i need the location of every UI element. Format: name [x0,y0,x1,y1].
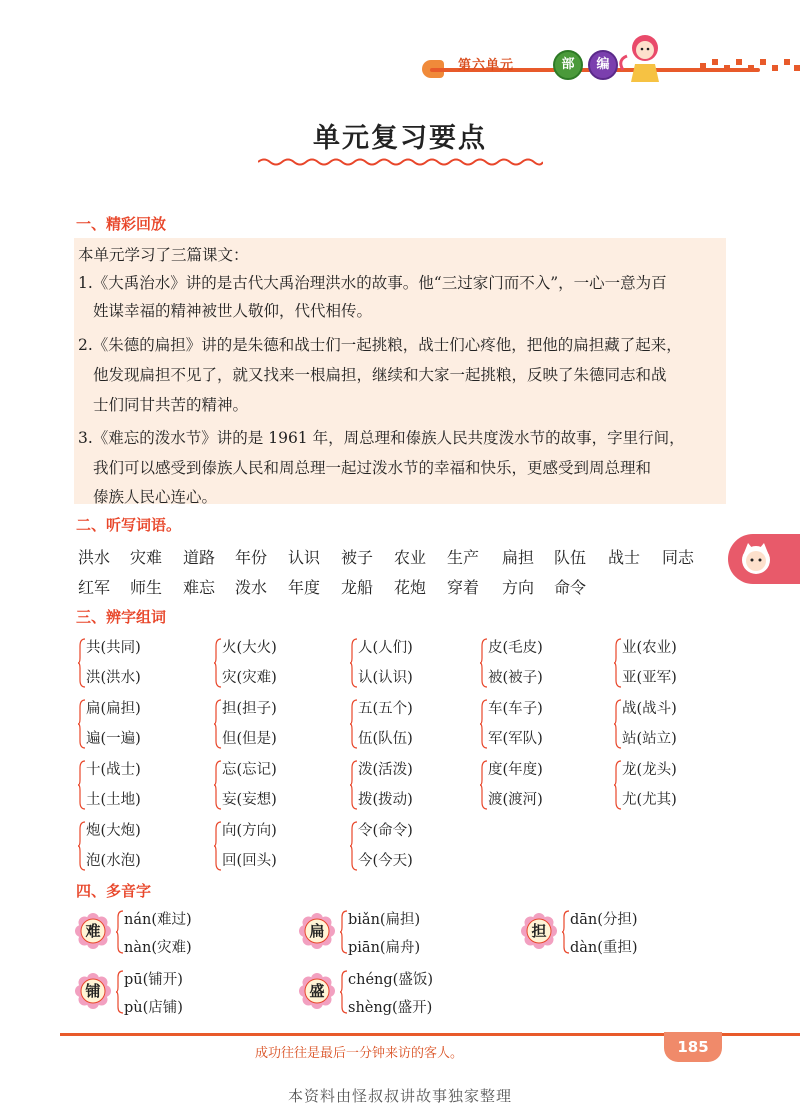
pair-word-top: 业(农业) [622,640,677,656]
pair-word-bottom: 泡(水泡) [86,853,141,869]
pair-word-bottom: 灾(灾难) [222,670,277,686]
pair-word-top: 火(大火) [222,640,277,656]
brace-icon [614,638,622,688]
pair-word-top: 扁(扁担) [86,701,141,717]
pair-word-top: 向(方向) [222,823,277,839]
brace-icon [340,910,348,954]
pair-word-top: 五(五个) [358,701,413,717]
pinyin-reading: pū(铺开) [124,972,183,988]
title-ornament [258,157,543,167]
checker-pattern [700,55,800,75]
pair-word-top: 皮(毛皮) [488,640,543,656]
section-heading-dictation: 二、听写词语。 [76,516,182,534]
dictation-word: 师生 [130,578,163,597]
pinyin-reading: chéng(盛饭) [348,972,433,988]
pair-word-top: 忘(忘记) [222,762,277,778]
dictation-word: 道路 [183,548,216,567]
polyphone-char: 担 [531,922,547,940]
dictation-word: 被子 [341,548,374,567]
brace-icon [214,821,222,871]
pair-word-bottom: 妄(妄想) [222,792,277,808]
review-line: 3.《难忘的泼水节》讲的是 1961 年，周总理和傣族人民共度泼水节的故事，字里行间， [78,429,685,447]
badge-bu: 部 [553,50,583,80]
dictation-word: 生产 [447,548,480,567]
review-line: 傣族人民心连心。 [93,488,218,506]
dictation-word: 年度 [288,578,321,597]
dictation-word: 花炮 [394,578,427,597]
pair-word-bottom: 被(被子) [488,670,543,686]
badge-bian: 编 [588,50,618,80]
dictation-word: 农业 [394,548,427,567]
dictation-word: 龙船 [341,578,374,597]
pair-word-bottom: 遍(一遍) [86,731,141,747]
page-number: 185 [664,1032,722,1062]
pair-word-top: 共(共同) [86,640,141,656]
dictation-word: 灾难 [130,548,163,567]
credit-line: 本资料由怪叔叔讲故事独家整理 [287,1087,512,1105]
polyphone-char: 铺 [85,982,101,1000]
brace-icon [562,910,570,954]
pinyin-reading: piān(扁舟) [348,940,421,956]
pinyin-reading: dàn(重担) [570,940,638,956]
pair-word-bottom: 但(但是) [222,731,277,747]
pair-word-top: 人(人们) [358,640,413,656]
pair-word-bottom: 渡(渡河) [488,792,543,808]
brace-icon [480,638,488,688]
pair-word-top: 战(战斗) [622,701,677,717]
pair-word-top: 龙(龙头) [622,762,677,778]
pair-word-bottom: 尤(尤其) [622,792,677,808]
pair-word-bottom: 伍(队伍) [358,731,413,747]
pinyin-reading: nàn(灾难) [124,940,192,956]
unit-label: 第六单元 [458,58,515,73]
brace-icon [614,699,622,749]
review-line: 2.《朱德的扁担》讲的是朱德和战士们一起挑粮，战士们心疼他，把他的扁担藏了起来， [78,336,682,354]
pair-word-top: 度(年度) [488,762,543,778]
review-line: 本单元学习了三篇课文： [78,246,249,264]
brace-icon [78,638,86,688]
polyphone-char: 扁 [309,922,325,940]
review-line: 姓谋幸福的精神被世人敬仰，代代相传。 [93,302,373,320]
cartoon-girl-icon [615,30,675,85]
dictation-word: 难忘 [183,578,216,597]
flower-badge [74,972,112,1010]
pair-word-bottom: 站(站立) [622,731,677,747]
brace-icon [78,821,86,871]
review-line: 我们可以感受到傣族人民和周总理一起过泼水节的幸福和快乐，更感受到周总理和 [93,459,652,477]
dictation-word: 泼水 [235,578,268,597]
pinyin-reading: pù(店铺) [124,1000,183,1016]
page-title: 单元复习要点 [313,123,487,154]
brace-icon [480,760,488,810]
pair-word-top: 十(战士) [86,762,141,778]
brace-icon [350,638,358,688]
brace-icon [78,760,86,810]
dictation-word: 队伍 [554,548,587,567]
mascot-icon [736,539,776,579]
section-heading-distinguish: 三、辨字组词 [76,608,167,626]
brace-icon [350,821,358,871]
brace-icon [78,699,86,749]
section-heading-review: 一、精彩回放 [76,215,167,233]
brace-icon [340,970,348,1014]
brace-icon [116,910,124,954]
flower-badge [74,912,112,950]
pair-word-bottom: 军(军队) [488,731,543,747]
pair-word-top: 泼(活泼) [358,762,413,778]
section-heading-polyphone: 四、多音字 [76,882,152,900]
brace-icon [350,760,358,810]
review-line: 士们同甘共苦的精神。 [93,396,249,414]
pair-word-bottom: 回(回头) [222,853,277,869]
footer-quote: 成功往往是最后一分钟来访的客人。 [255,1046,464,1061]
brace-icon [116,970,124,1014]
pair-word-bottom: 拨(拨动) [358,792,413,808]
pair-word-top: 炮(大炮) [86,823,141,839]
brace-icon [350,699,358,749]
dictation-word: 洪水 [78,548,111,567]
pinyin-reading: dān(分担) [570,912,638,928]
flower-badge [520,912,558,950]
pinyin-reading: biǎn(扁担) [348,912,421,928]
dictation-word: 穿着 [447,578,480,597]
dictation-word: 同志 [662,548,695,567]
review-line: 他发现扁担不见了，就又找来一根扁担，继续和大家一起挑粮，反映了朱德同志和战 [93,366,667,384]
pinyin-reading: shèng(盛开) [348,1000,433,1016]
pinyin-reading: nán(难过) [124,912,192,928]
brace-icon [214,638,222,688]
pair-word-bottom: 洪(洪水) [86,670,141,686]
dictation-word: 命令 [554,578,587,597]
dictation-word: 方向 [502,578,535,597]
dictation-word: 年份 [235,548,268,567]
dictation-word: 扁担 [502,548,535,567]
brace-icon [214,760,222,810]
pair-word-bottom: 土(土地) [86,792,141,808]
side-tab [728,534,800,584]
pair-word-bottom: 认(认识) [358,670,413,686]
polyphone-char: 盛 [309,982,325,1000]
dictation-word: 红军 [78,578,111,597]
pair-word-top: 令(命令) [358,823,413,839]
flower-badge [298,972,336,1010]
pair-word-bottom: 亚(亚军) [622,670,677,686]
flower-badge [298,912,336,950]
polyphone-char: 难 [85,922,101,940]
brace-icon [214,699,222,749]
pair-word-top: 车(车子) [488,701,543,717]
pair-word-top: 担(担子) [222,701,277,717]
dictation-word: 认识 [288,548,321,567]
brace-icon [480,699,488,749]
brace-icon [614,760,622,810]
review-line: 1.《大禹治水》讲的是古代大禹治理洪水的故事。他“三过家门而不入”，一心一意为百 [78,274,667,292]
pair-word-bottom: 今(今天) [358,853,413,869]
dictation-word: 战士 [608,548,641,567]
